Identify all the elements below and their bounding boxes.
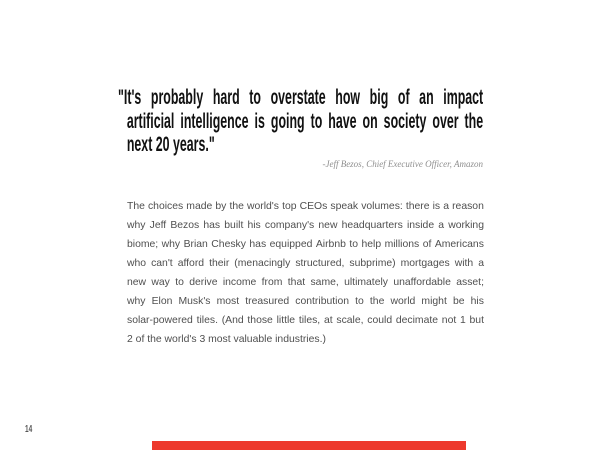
pull-quote-line: "It's probably hard to overstate how big of an impact: [118, 86, 484, 109]
body-paragraph-line: new way to derive income from that same, ultimately unaffordable asset;: [127, 277, 484, 288]
body-paragraph-line: The choices made by the world's top CEOs speak volumes: there is a reason: [127, 201, 484, 212]
pull-quote-line: artificial intelligence is going to have on society over the: [126, 109, 484, 133]
body-paragraph: [127, 197, 484, 349]
page-number: 14: [25, 424, 33, 435]
pull-quote: [118, 86, 483, 157]
pull-quote-line: next 20 years.": [126, 133, 215, 156]
body-paragraph-line: who can't afford their (menacingly structured, subprime) mortgages with a: [127, 258, 484, 269]
body-paragraph-line: 2 of the world's 3 most valuable industries.): [127, 334, 326, 345]
accent-bar: [152, 441, 466, 450]
body-paragraph-line: biome; why Brian Chesky has equipped Airbnb to help millions of Americans: [127, 239, 484, 250]
body-paragraph-line: why Elon Musk's most treasured contribution to the world might be his: [127, 296, 484, 307]
body-paragraph-line: why Jeff Bezos has built his company's new headquarters inside a working: [127, 220, 484, 231]
body-paragraph-line: solar-powered tiles. (And those little tiles, at scale, could decimate not 1 but: [127, 315, 484, 326]
quote-attribution: -Jeff Bezos, Chief Executive Officer, Amazon: [322, 159, 483, 169]
